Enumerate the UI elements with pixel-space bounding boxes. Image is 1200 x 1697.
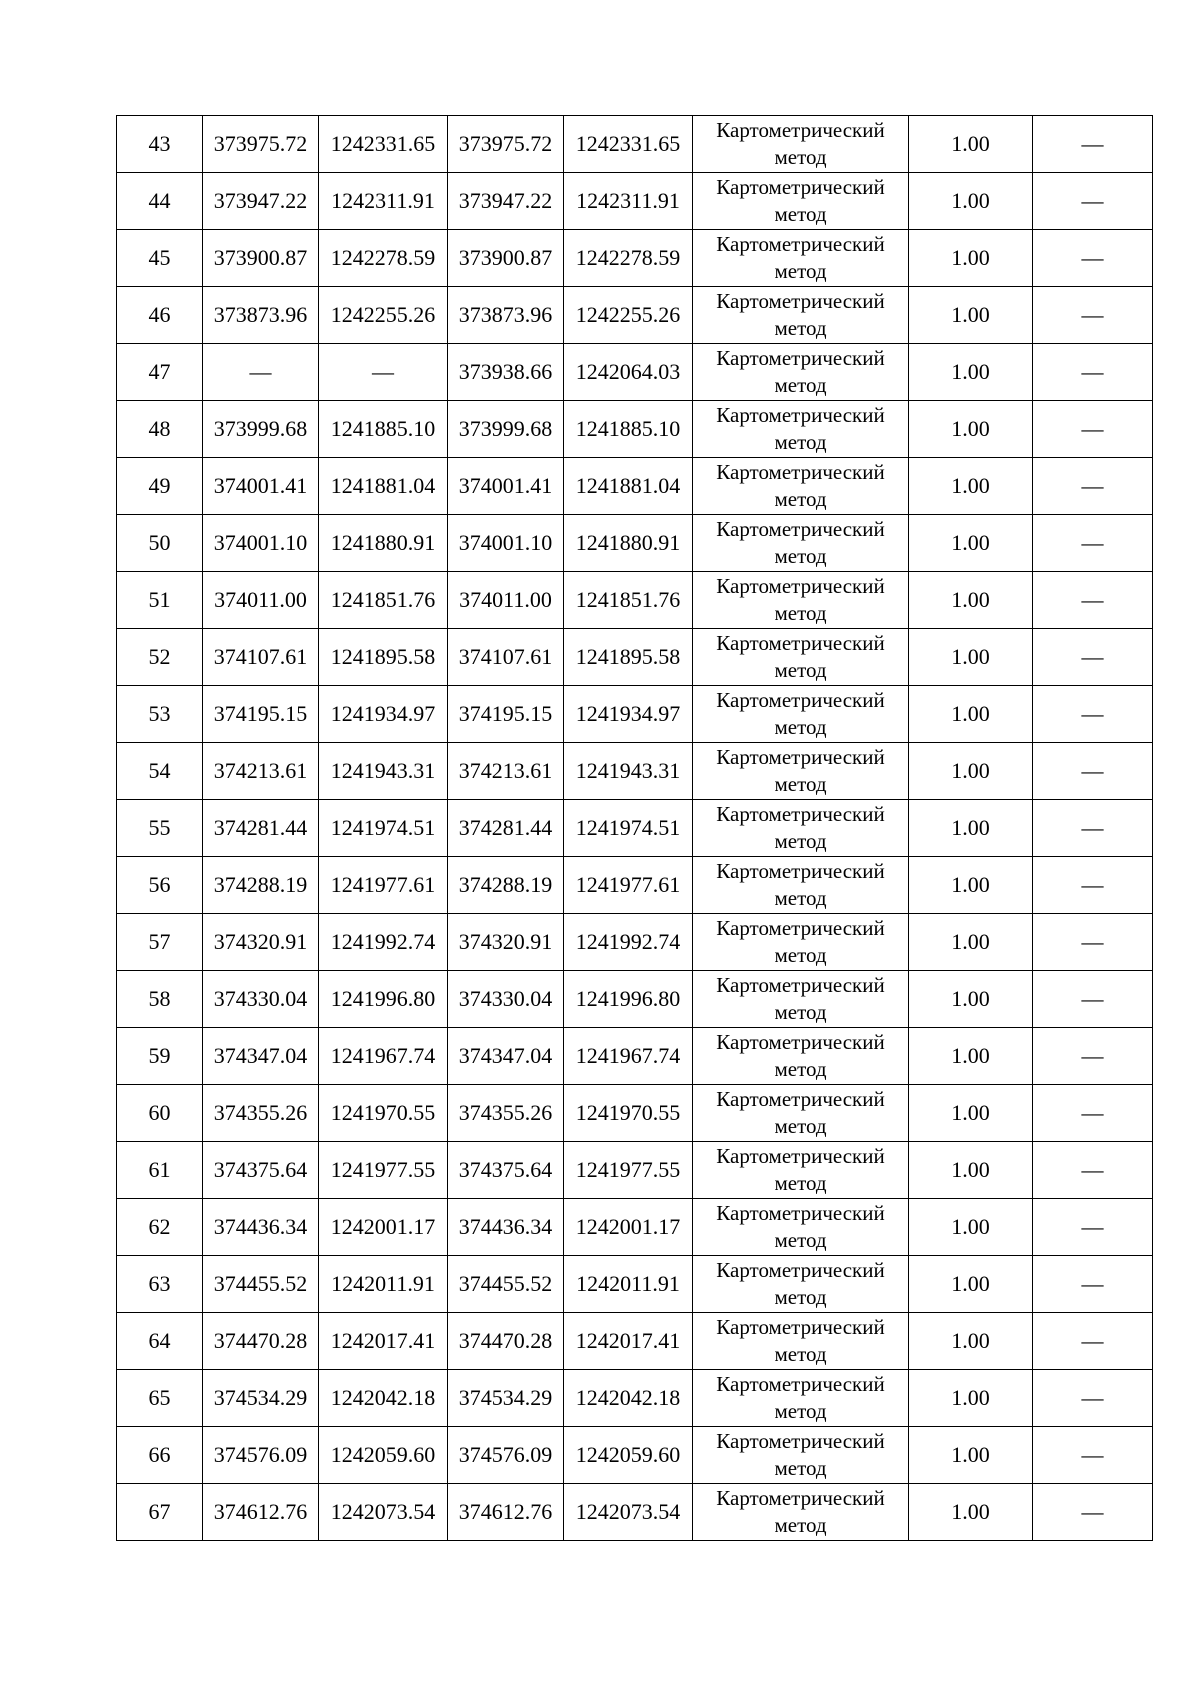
- method-text-line: метод: [774, 259, 827, 283]
- cell-refined-x: 374011.00: [448, 572, 564, 629]
- cell-note: —: [1033, 1370, 1153, 1427]
- method-text-line: Картометрический: [716, 688, 885, 712]
- cell-note: —: [1033, 686, 1153, 743]
- cell-point-number: 51: [117, 572, 203, 629]
- cell-existing-y: 1242278.59: [319, 230, 448, 287]
- cell-accuracy: 1.00: [909, 230, 1033, 287]
- cell-method: [693, 1085, 909, 1142]
- table-row: [117, 1313, 1153, 1370]
- cell-refined-y: 1241943.31: [564, 743, 693, 800]
- cell-point-number: 61: [117, 1142, 203, 1199]
- cell-note: —: [1033, 1085, 1153, 1142]
- coordinates-table: [116, 115, 1153, 1541]
- method-text-line: Картометрический: [716, 916, 885, 940]
- method-text-line: Картометрический: [716, 1258, 885, 1282]
- cell-refined-x: 374213.61: [448, 743, 564, 800]
- cell-method: [693, 1256, 909, 1313]
- table-row: [117, 515, 1153, 572]
- table-row: [117, 1142, 1153, 1199]
- method-text-line: Картометрический: [716, 403, 885, 427]
- cell-point-number: 46: [117, 287, 203, 344]
- table-row: [117, 173, 1153, 230]
- cell-point-number: 63: [117, 1256, 203, 1313]
- cell-method: [693, 116, 909, 173]
- cell-existing-y: 1241967.74: [319, 1028, 448, 1085]
- cell-refined-x: 374320.91: [448, 914, 564, 971]
- cell-point-number: 52: [117, 629, 203, 686]
- method-text-line: метод: [774, 202, 827, 226]
- cell-refined-x: 374001.10: [448, 515, 564, 572]
- cell-point-number: 53: [117, 686, 203, 743]
- cell-accuracy: 1.00: [909, 1199, 1033, 1256]
- method-text-line: метод: [774, 601, 827, 625]
- method-text-line: метод: [774, 658, 827, 682]
- cell-accuracy: 1.00: [909, 914, 1033, 971]
- table-row: [117, 686, 1153, 743]
- cell-note: —: [1033, 1142, 1153, 1199]
- method-text-line: метод: [774, 943, 827, 967]
- cell-note: —: [1033, 1484, 1153, 1541]
- cell-note: —: [1033, 515, 1153, 572]
- cell-note: —: [1033, 1427, 1153, 1484]
- table-row: [117, 287, 1153, 344]
- cell-note: —: [1033, 1313, 1153, 1370]
- cell-accuracy: 1.00: [909, 1484, 1033, 1541]
- cell-note: —: [1033, 800, 1153, 857]
- cell-existing-x: 374288.19: [203, 857, 319, 914]
- cell-existing-y: 1242255.26: [319, 287, 448, 344]
- cell-method: [693, 1028, 909, 1085]
- method-text-line: Картометрический: [716, 1486, 885, 1510]
- cell-note: —: [1033, 572, 1153, 629]
- cell-existing-x: 374576.09: [203, 1427, 319, 1484]
- cell-refined-y: 1242255.26: [564, 287, 693, 344]
- cell-accuracy: 1.00: [909, 1142, 1033, 1199]
- cell-refined-x: 374612.76: [448, 1484, 564, 1541]
- cell-note: —: [1033, 344, 1153, 401]
- method-text-line: Картометрический: [716, 859, 885, 883]
- cell-method: [693, 914, 909, 971]
- table-row: [117, 971, 1153, 1028]
- cell-note: —: [1033, 857, 1153, 914]
- cell-existing-x: 374001.10: [203, 515, 319, 572]
- cell-note: —: [1033, 971, 1153, 1028]
- cell-accuracy: 1.00: [909, 1313, 1033, 1370]
- cell-refined-y: 1242017.41: [564, 1313, 693, 1370]
- cell-method: [693, 173, 909, 230]
- cell-existing-x: 373999.68: [203, 401, 319, 458]
- cell-refined-y: 1241851.76: [564, 572, 693, 629]
- method-text-line: метод: [774, 1399, 827, 1423]
- cell-existing-x: 374436.34: [203, 1199, 319, 1256]
- cell-existing-x: 374534.29: [203, 1370, 319, 1427]
- cell-refined-x: 374330.04: [448, 971, 564, 1028]
- cell-existing-y: 1242001.17: [319, 1199, 448, 1256]
- cell-existing-x: 374612.76: [203, 1484, 319, 1541]
- table-row: [117, 800, 1153, 857]
- method-text-line: метод: [774, 772, 827, 796]
- cell-existing-y: 1242073.54: [319, 1484, 448, 1541]
- method-text-line: метод: [774, 1342, 827, 1366]
- cell-accuracy: 1.00: [909, 686, 1033, 743]
- cell-refined-y: 1241967.74: [564, 1028, 693, 1085]
- cell-existing-y: 1241895.58: [319, 629, 448, 686]
- cell-existing-x: 374355.26: [203, 1085, 319, 1142]
- cell-existing-y: 1242311.91: [319, 173, 448, 230]
- cell-accuracy: 1.00: [909, 344, 1033, 401]
- cell-point-number: 56: [117, 857, 203, 914]
- table-row: [117, 1199, 1153, 1256]
- cell-point-number: 62: [117, 1199, 203, 1256]
- cell-note: —: [1033, 401, 1153, 458]
- table-row: [117, 743, 1153, 800]
- cell-existing-y: 1241992.74: [319, 914, 448, 971]
- method-text-line: Картометрический: [716, 1429, 885, 1453]
- cell-refined-y: 1241970.55: [564, 1085, 693, 1142]
- table-row: [117, 629, 1153, 686]
- method-text-line: Картометрический: [716, 232, 885, 256]
- cell-refined-x: 373975.72: [448, 116, 564, 173]
- cell-existing-x: 374011.00: [203, 572, 319, 629]
- cell-refined-y: 1242042.18: [564, 1370, 693, 1427]
- cell-note: —: [1033, 629, 1153, 686]
- cell-accuracy: 1.00: [909, 857, 1033, 914]
- cell-existing-x: 373900.87: [203, 230, 319, 287]
- cell-existing-x: 374330.04: [203, 971, 319, 1028]
- cell-refined-y: 1242059.60: [564, 1427, 693, 1484]
- cell-accuracy: 1.00: [909, 287, 1033, 344]
- cell-method: [693, 1142, 909, 1199]
- table-row: [117, 344, 1153, 401]
- cell-existing-x: 373975.72: [203, 116, 319, 173]
- method-text-line: метод: [774, 487, 827, 511]
- cell-refined-y: 1242001.17: [564, 1199, 693, 1256]
- cell-method: [693, 686, 909, 743]
- cell-existing-y: 1241974.51: [319, 800, 448, 857]
- method-text-line: Картометрический: [716, 745, 885, 769]
- method-text-line: Картометрический: [716, 1315, 885, 1339]
- cell-point-number: 43: [117, 116, 203, 173]
- cell-method: [693, 1370, 909, 1427]
- method-text-line: метод: [774, 1228, 827, 1252]
- cell-note: —: [1033, 1028, 1153, 1085]
- method-text-line: метод: [774, 1171, 827, 1195]
- cell-existing-y: 1242059.60: [319, 1427, 448, 1484]
- cell-refined-y: 1242064.03: [564, 344, 693, 401]
- method-text-line: Картометрический: [716, 460, 885, 484]
- cell-accuracy: 1.00: [909, 629, 1033, 686]
- method-text-line: метод: [774, 1285, 827, 1309]
- table-row: [117, 116, 1153, 173]
- cell-refined-y: 1241977.55: [564, 1142, 693, 1199]
- method-text-line: Картометрический: [716, 1201, 885, 1225]
- cell-existing-x: 374213.61: [203, 743, 319, 800]
- cell-refined-x: 373938.66: [448, 344, 564, 401]
- cell-existing-x: 374455.52: [203, 1256, 319, 1313]
- cell-existing-y: 1241885.10: [319, 401, 448, 458]
- method-text-line: метод: [774, 373, 827, 397]
- cell-existing-y: 1241970.55: [319, 1085, 448, 1142]
- table-row: [117, 230, 1153, 287]
- cell-accuracy: 1.00: [909, 971, 1033, 1028]
- method-text-line: Картометрический: [716, 973, 885, 997]
- method-text-line: метод: [774, 715, 827, 739]
- cell-point-number: 49: [117, 458, 203, 515]
- method-text-line: метод: [774, 1456, 827, 1480]
- method-text-line: Картометрический: [716, 802, 885, 826]
- cell-method: [693, 971, 909, 1028]
- cell-point-number: 48: [117, 401, 203, 458]
- cell-method: [693, 743, 909, 800]
- cell-method: [693, 344, 909, 401]
- cell-accuracy: 1.00: [909, 401, 1033, 458]
- cell-accuracy: 1.00: [909, 800, 1033, 857]
- cell-refined-y: 1241974.51: [564, 800, 693, 857]
- cell-method: [693, 401, 909, 458]
- method-text-line: метод: [774, 316, 827, 340]
- cell-existing-y: 1241977.61: [319, 857, 448, 914]
- method-text-line: Картометрический: [716, 118, 885, 142]
- cell-existing-x: 374320.91: [203, 914, 319, 971]
- cell-method: [693, 515, 909, 572]
- method-text-line: метод: [774, 544, 827, 568]
- cell-refined-x: 374347.04: [448, 1028, 564, 1085]
- cell-point-number: 50: [117, 515, 203, 572]
- cell-existing-y: 1242331.65: [319, 116, 448, 173]
- cell-refined-x: 374355.26: [448, 1085, 564, 1142]
- cell-accuracy: 1.00: [909, 458, 1033, 515]
- table-row: [117, 1085, 1153, 1142]
- cell-refined-y: 1241881.04: [564, 458, 693, 515]
- cell-accuracy: 1.00: [909, 515, 1033, 572]
- cell-existing-y: 1241881.04: [319, 458, 448, 515]
- cell-method: [693, 800, 909, 857]
- cell-refined-y: 1241880.91: [564, 515, 693, 572]
- cell-note: —: [1033, 458, 1153, 515]
- cell-point-number: 60: [117, 1085, 203, 1142]
- method-text-line: метод: [774, 829, 827, 853]
- cell-refined-x: 374107.61: [448, 629, 564, 686]
- table-row: [117, 914, 1153, 971]
- table-row: [117, 458, 1153, 515]
- cell-existing-y: 1241851.76: [319, 572, 448, 629]
- cell-point-number: 58: [117, 971, 203, 1028]
- cell-refined-y: 1241895.58: [564, 629, 693, 686]
- cell-existing-x: 374281.44: [203, 800, 319, 857]
- cell-note: —: [1033, 287, 1153, 344]
- cell-existing-x: 374347.04: [203, 1028, 319, 1085]
- cell-note: —: [1033, 230, 1153, 287]
- cell-existing-y: 1242042.18: [319, 1370, 448, 1427]
- table-row: [117, 1427, 1153, 1484]
- cell-note: —: [1033, 173, 1153, 230]
- cell-refined-x: 374470.28: [448, 1313, 564, 1370]
- cell-method: [693, 1313, 909, 1370]
- cell-existing-y: —: [319, 344, 448, 401]
- table-row: [117, 572, 1153, 629]
- cell-point-number: 64: [117, 1313, 203, 1370]
- method-text-line: метод: [774, 1000, 827, 1024]
- cell-refined-y: 1242311.91: [564, 173, 693, 230]
- cell-point-number: 54: [117, 743, 203, 800]
- cell-refined-x: 374534.29: [448, 1370, 564, 1427]
- method-text-line: Картометрический: [716, 631, 885, 655]
- cell-refined-y: 1242011.91: [564, 1256, 693, 1313]
- table-row: [117, 1028, 1153, 1085]
- method-text-line: Картометрический: [716, 517, 885, 541]
- table-row: [117, 1484, 1153, 1541]
- cell-point-number: 59: [117, 1028, 203, 1085]
- table-row: [117, 401, 1153, 458]
- cell-accuracy: 1.00: [909, 173, 1033, 230]
- cell-refined-x: 373947.22: [448, 173, 564, 230]
- table-row: [117, 857, 1153, 914]
- cell-existing-y: 1241996.80: [319, 971, 448, 1028]
- cell-refined-x: 373873.96: [448, 287, 564, 344]
- method-text-line: Картометрический: [716, 1087, 885, 1111]
- cell-note: —: [1033, 914, 1153, 971]
- cell-existing-x: 374470.28: [203, 1313, 319, 1370]
- cell-accuracy: 1.00: [909, 1370, 1033, 1427]
- cell-method: [693, 458, 909, 515]
- cell-accuracy: 1.00: [909, 572, 1033, 629]
- cell-existing-y: 1241943.31: [319, 743, 448, 800]
- cell-accuracy: 1.00: [909, 743, 1033, 800]
- cell-method: [693, 230, 909, 287]
- cell-refined-x: 373900.87: [448, 230, 564, 287]
- method-text-line: метод: [774, 1114, 827, 1138]
- cell-accuracy: 1.00: [909, 1427, 1033, 1484]
- cell-refined-x: 374195.15: [448, 686, 564, 743]
- cell-existing-x: 374001.41: [203, 458, 319, 515]
- cell-refined-x: 374001.41: [448, 458, 564, 515]
- cell-point-number: 47: [117, 344, 203, 401]
- cell-refined-y: 1241996.80: [564, 971, 693, 1028]
- cell-refined-x: 373999.68: [448, 401, 564, 458]
- cell-method: [693, 1199, 909, 1256]
- cell-existing-y: 1241880.91: [319, 515, 448, 572]
- cell-refined-y: 1242278.59: [564, 230, 693, 287]
- cell-point-number: 44: [117, 173, 203, 230]
- cell-note: —: [1033, 116, 1153, 173]
- cell-refined-x: 374288.19: [448, 857, 564, 914]
- cell-existing-x: 374195.15: [203, 686, 319, 743]
- method-text-line: метод: [774, 430, 827, 454]
- cell-accuracy: 1.00: [909, 116, 1033, 173]
- cell-existing-x: 373947.22: [203, 173, 319, 230]
- cell-existing-y: 1241934.97: [319, 686, 448, 743]
- cell-accuracy: 1.00: [909, 1085, 1033, 1142]
- table-body: [117, 116, 1153, 1541]
- cell-note: —: [1033, 743, 1153, 800]
- cell-existing-x: 374375.64: [203, 1142, 319, 1199]
- cell-existing-y: 1241977.55: [319, 1142, 448, 1199]
- cell-point-number: 55: [117, 800, 203, 857]
- cell-accuracy: 1.00: [909, 1256, 1033, 1313]
- cell-refined-y: 1241885.10: [564, 401, 693, 458]
- cell-accuracy: 1.00: [909, 1028, 1033, 1085]
- cell-existing-y: 1242011.91: [319, 1256, 448, 1313]
- cell-refined-y: 1241992.74: [564, 914, 693, 971]
- method-text-line: Картометрический: [716, 1030, 885, 1054]
- cell-point-number: 57: [117, 914, 203, 971]
- method-text-line: Картометрический: [716, 289, 885, 313]
- cell-refined-x: 374281.44: [448, 800, 564, 857]
- method-text-line: метод: [774, 1513, 827, 1537]
- cell-method: [693, 629, 909, 686]
- cell-existing-x: —: [203, 344, 319, 401]
- method-text-line: метод: [774, 886, 827, 910]
- method-text-line: Картометрический: [716, 1144, 885, 1168]
- cell-existing-x: 374107.61: [203, 629, 319, 686]
- method-text-line: Картометрический: [716, 346, 885, 370]
- cell-point-number: 67: [117, 1484, 203, 1541]
- cell-refined-y: 1241934.97: [564, 686, 693, 743]
- table-row: [117, 1370, 1153, 1427]
- cell-method: [693, 572, 909, 629]
- table-row: [117, 1256, 1153, 1313]
- cell-method: [693, 1427, 909, 1484]
- cell-refined-x: 374455.52: [448, 1256, 564, 1313]
- method-text-line: Картометрический: [716, 175, 885, 199]
- cell-note: —: [1033, 1256, 1153, 1313]
- cell-refined-x: 374436.34: [448, 1199, 564, 1256]
- method-text-line: метод: [774, 145, 827, 169]
- cell-refined-x: 374576.09: [448, 1427, 564, 1484]
- cell-refined-y: 1241977.61: [564, 857, 693, 914]
- cell-existing-x: 373873.96: [203, 287, 319, 344]
- cell-existing-y: 1242017.41: [319, 1313, 448, 1370]
- cell-method: [693, 287, 909, 344]
- cell-point-number: 65: [117, 1370, 203, 1427]
- cell-point-number: 66: [117, 1427, 203, 1484]
- cell-method: [693, 1484, 909, 1541]
- cell-refined-y: 1242331.65: [564, 116, 693, 173]
- cell-refined-x: 374375.64: [448, 1142, 564, 1199]
- method-text-line: метод: [774, 1057, 827, 1081]
- cell-refined-y: 1242073.54: [564, 1484, 693, 1541]
- cell-point-number: 45: [117, 230, 203, 287]
- cell-method: [693, 857, 909, 914]
- cell-note: —: [1033, 1199, 1153, 1256]
- method-text-line: Картометрический: [716, 1372, 885, 1396]
- method-text-line: Картометрический: [716, 574, 885, 598]
